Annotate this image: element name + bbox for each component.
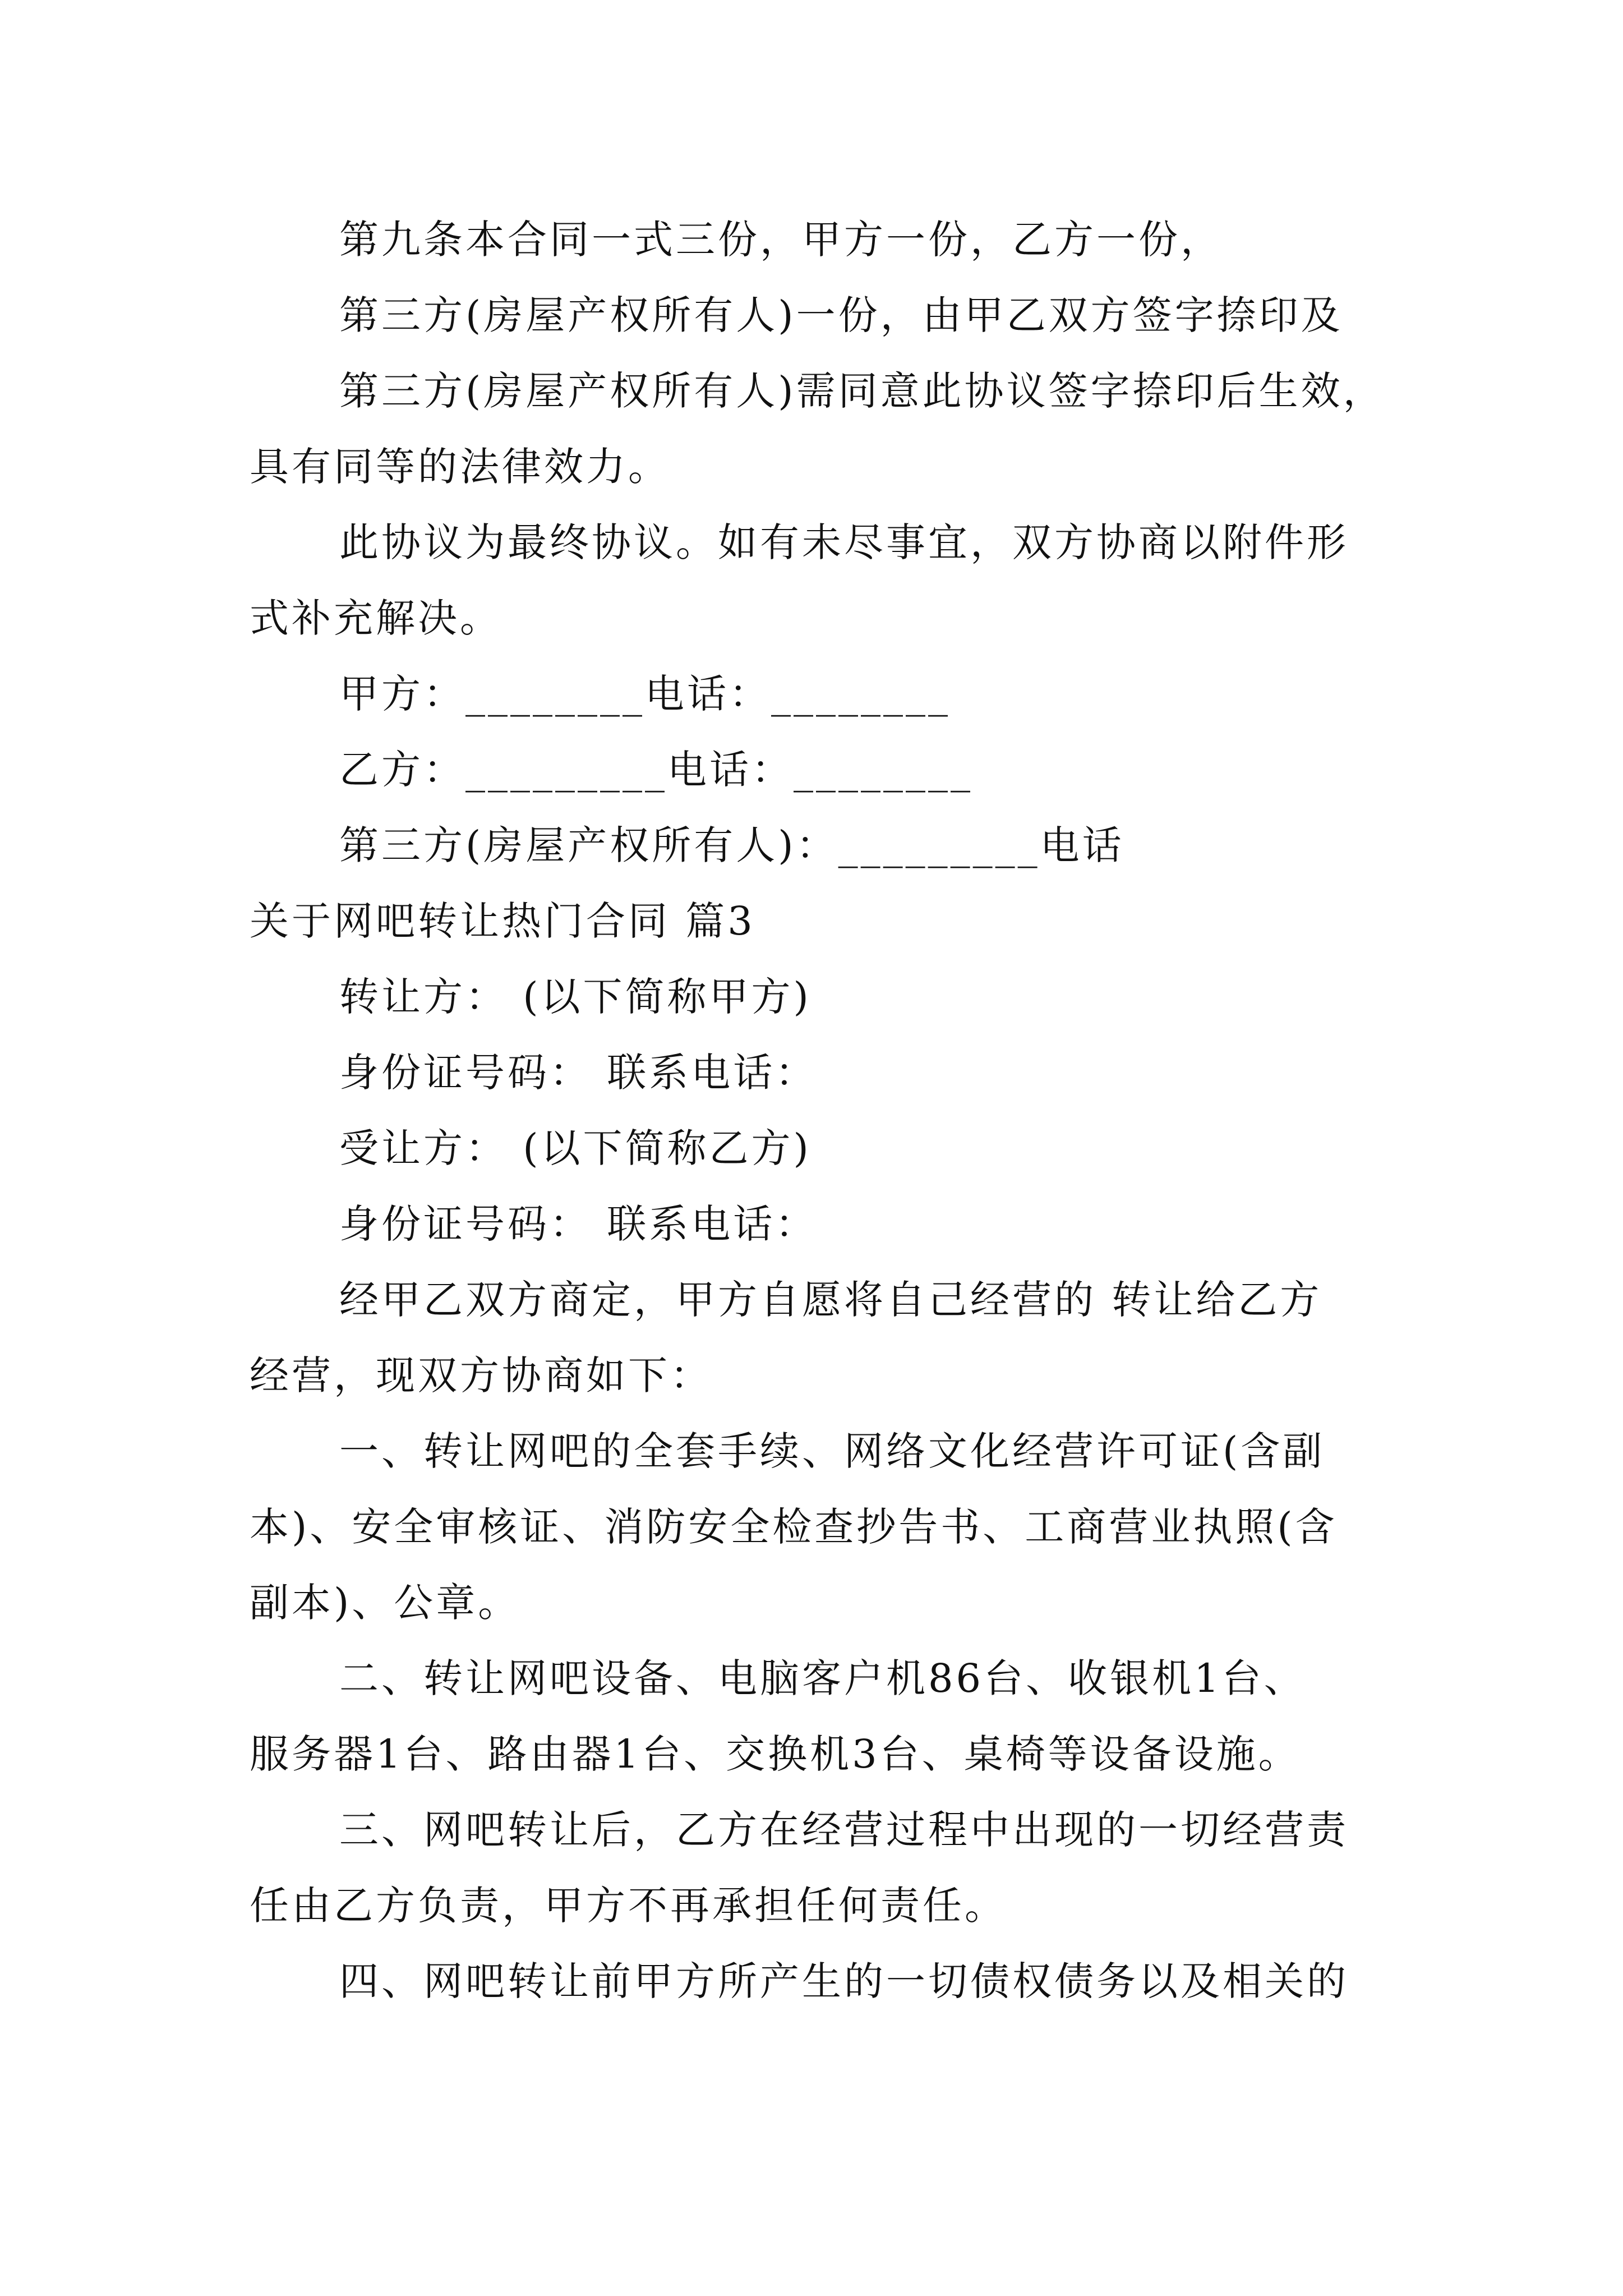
party-b-line: 乙方：_________电话：________ <box>339 747 973 793</box>
text-line: 第三方(房屋产权所有人)一份，由甲乙双方签字捺印及 <box>339 292 1343 338</box>
text-line: 第三方(房屋产权所有人)需同意此协议签字捺印后生效， <box>339 368 1385 414</box>
text-line: 转让方： (以下简称甲方) <box>339 974 811 1020</box>
third-party-line: 第三方(房屋产权所有人)：_________电话 <box>339 822 1124 868</box>
party-a-line: 甲方：________电话：________ <box>339 671 951 717</box>
text-line: 副本)、公章。 <box>250 1580 520 1626</box>
text-line: 任由乙方负责，甲方不再承担任何责任。 <box>250 1883 1007 1929</box>
text-line: 四、网吧转让前甲方所产生的一切债权债务以及相关的 <box>339 1958 1349 2004</box>
text-line: 第九条本合同一式三份，甲方一份，乙方一份， <box>339 217 1223 263</box>
section-heading: 关于网吧转让热门合同 篇3 <box>250 898 755 944</box>
text-line: 受让方： (以下简称乙方) <box>339 1125 811 1171</box>
text-line: 三、网吧转让后，乙方在经营过程中出现的一切经营责 <box>339 1807 1349 1853</box>
text-line: 身份证号码： 联系电话： <box>339 1201 818 1247</box>
text-line: 一、转让网吧的全套手续、网络文化经营许可证(含副 <box>339 1428 1325 1474</box>
text-line: 具有同等的法律效力。 <box>250 444 670 490</box>
text-line: 式补充解决。 <box>250 595 502 641</box>
text-line: 二、转让网吧设备、电脑客户机86台、收银机1台、 <box>339 1655 1306 1701</box>
text-line: 此协议为最终协议。如有未尽事宜，双方协商以附件形 <box>339 519 1349 565</box>
text-line: 身份证号码： 联系电话： <box>339 1050 818 1096</box>
document-page <box>250 202 1427 2019</box>
text-line: 经甲乙双方商定，甲方自愿将自己经营的 转让给乙方 <box>339 1277 1322 1323</box>
text-line: 经营，现双方协商如下： <box>250 1352 712 1398</box>
text-line: 服务器1台、路由器1台、交换机3台、桌椅等设备设施。 <box>250 1731 1301 1777</box>
text-line: 本)、安全审核证、消防安全检查抄告书、工商营业执照(含 <box>250 1504 1338 1550</box>
